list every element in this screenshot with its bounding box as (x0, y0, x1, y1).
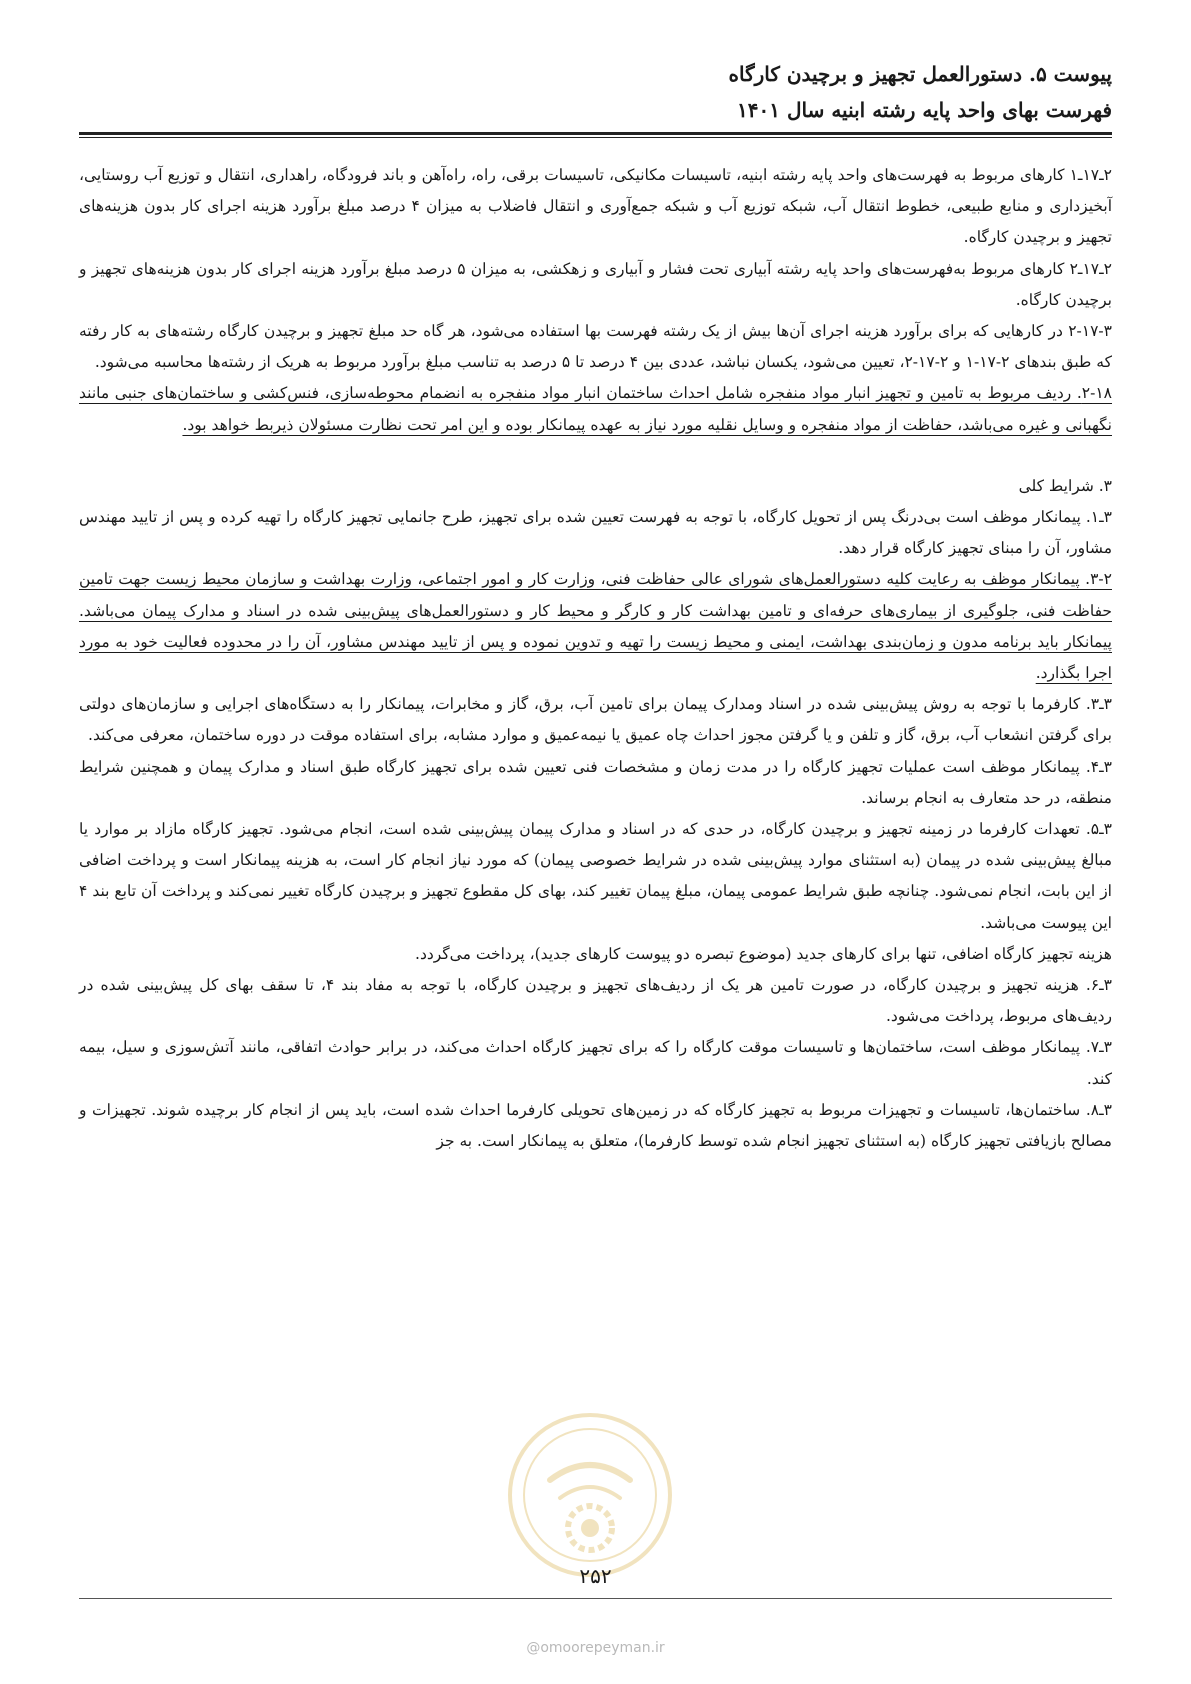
paragraph-2-17-3: ۲-۱۷-۳ در کارهایی که برای برآورد هزینه اجرای آن‌ها بیش از یک رشته فهرست بها استفاده می‌شود، هر گاه حد مبلغ تجهیز و برچیدن کارگاه رشته‌های به کار رفته که طبق بندهای ۲-۱۷-۱ و ۲-۱۷-۲، تعیین می‌شود، یکسان نباشد، عددی بین ۴ درصد تا ۵ درصد به تناسب مبلغ برآورد مربوط به هریک از رشته‌ها محاسبه می‌شود. (79, 322, 1112, 372)
paragraph-3-6: ۳ـ۶. هزینه تجهیز و برچیدن کارگاه، در صورت تامین هر یک از ردیف‌های تجهیز و برچیدن کارگاه، با توجه به مفاد بند ۴، تا سقف بهای کل پیش‌بینی شده در ردیف‌های مربوط، پرداخت می‌شود. (79, 976, 1112, 1026)
paragraph-3-4: ۳ـ۴. پیمانکار موظف است عملیات تجهیز کارگاه را در مدت زمان و مشخصات فنی تعیین شده برای تجهیز کارگاه طبق اسناد و مدارک پیمان و همچنین شرایط منطقه، در حد متعارف به انجام برساند. (79, 757, 1112, 807)
paragraph-3-2: ۳-۲. پیمانکار موظف به رعایت کلیه دستورالعمل‌های شورای عالی حفاظت فنی، وزارت کار و امور اجتماعی، وزارت بهداشت و سازمان محیط زیست جهت تامین حفاظت فنی، جلوگیری از بیماری‌های حرفه‌ای و تامین بهداشت کار و کارگر و محیط کار و دستورالعمل‌های پیش‌بینی شده در اسناد و مدارک پیمان می‌باشد. پیمانکار باید برنامه مدون و زمان‌بندی بهداشت، ایمنی و محیط زیست را تهیه و تدوین نموده و پس از تایید مهندس مشاور، آن را در محدوده فعالیت خود به مورد اجرا بگذارد. (79, 570, 1112, 683)
footer-rule (79, 1598, 1112, 1599)
header-rule-thin (79, 137, 1112, 138)
paragraph-3-3: ۳ـ۳. کارفرما با توجه به روش پیش‌بینی شده در اسناد ومدارک پیمان برای تامین آب، برق، گاز و مخابرات، پیمانکار را به دستگاه‌های اجرایی و سازمان‌های دولتی برای گرفتن انشعاب آب، برق، گاز و تلفن و یا گرفتن مجوز احداث چاه عمیق یا نیمه‌عمیق و موارد مشابه، برای استفاده موقت در دوره ساختمان، معرفی می‌کند. (79, 695, 1112, 745)
paragraph-2-18: ۲-۱۸. ردیف مربوط به تامین و تجهیز انبار مواد منفجره شامل احداث ساختمان انبار مواد منفجره به انضمام محوطه‌سازی، فنس‌کشی و ساختمان‌های جنبی مانند نگهبانی و غیره می‌باشد، حفاظت از مواد منفجره و وسایل نقلیه مورد نیاز به عهده پیمانکار بوده و این امر تحت نظارت مسئولان ذیربط خواهد بود. (79, 384, 1112, 434)
page-number: ۲۵۲ (579, 1564, 612, 1588)
header-price-list-title: فهرست بهای واحد پایه رشته ابنیه سال ۱۴۰۱ (737, 98, 1112, 122)
paragraph-2-17-1: ۲ـ۱۷ـ۱ کارهای مربوط به فهرست‌های واحد پایه رشته ابنیه، تاسیسات مکانیکی، تاسیسات برقی، راه، راه‌آهن و باند فرودگاه، راهداری، انتقال و توزیع آب روستایی، آبخیزداری و منابع طبیعی، خطوط انتقال آب، شبکه توزیع آب و شبکه جمع‌آوری و انتقال فاضلاب به میزان ۴ درصد مبلغ برآورد هزینه اجرای کار بدون هزینه‌های تجهیز و برچیدن کارگاه. (79, 166, 1112, 247)
watermark-seal-icon (505, 1410, 675, 1580)
header-appendix-title: پیوست ۵. دستورالعمل تجهیز و برچیدن کارگاه (728, 62, 1112, 86)
watermark-url: @omoorepeyman.ir (526, 1640, 665, 1656)
paragraph-2-17-2: ۲ـ۱۷ـ۲ کارهای مربوط به‌فهرست‌های واحد پایه رشته آبیاری تحت فشار و آبیاری و زهکشی، به میزان ۵ درصد مبلغ برآورد هزینه اجرای کار بدون هزینه‌های تجهیز و برچیدن کارگاه. (79, 259, 1112, 309)
header-rule-thick (79, 132, 1112, 135)
paragraph-3-5-additional: هزینه تجهیز کارگاه اضافی، تنها برای کارهای جدید (موضوع تبصره دو پیوست کارهای جدید)، پرداخت می‌گردد. (415, 944, 1112, 963)
paragraph-3-5: ۳ـ۵. تعهدات کارفرما در زمینه تجهیز و برچیدن کارگاه، در حدی که در اسناد و مدارک پیمان پیش‌بینی شده است، انجام می‌شود. تجهیز کارگاه مازاد بر موارد یا مبالغ پیش‌بینی شده در پیمان (به استثنای موارد پیش‌بینی شده در شرایط خصوصی پیمان) که مورد نیاز انجام کار است، به هزینه پیمانکار است و پرداخت اضافی از این بابت، انجام نمی‌شود. چنانچه طبق شرایط عمومی پیمان، مبلغ پیمان تغییر کند، بهای کل مقطوع تجهیز و برچیدن کارگاه تغییر نمی‌کند و پرداخت آن تابع بند ۴ این پیوست می‌باشد. (79, 820, 1113, 932)
paragraph-3-7: ۳ـ۷. پیمانکار موظف است، ساختمان‌ها و تاسیسات موقت کارگاه را که برای تجهیز کارگاه احداث می‌کند، در برابر حوادث اتفاقی، مانند آتش‌سوزی و سیل، بیمه کند. (79, 1038, 1112, 1088)
section-3-heading: ۳. شرایط کلی (1018, 476, 1112, 495)
page-header (79, 56, 1112, 128)
section-gap (79, 441, 1112, 471)
paragraph-3-1: ۳ـ۱. پیمانکار موظف است بی‌درنگ پس از تحویل کارگاه، با توجه به فهرست تعیین شده برای تجهیز، طرح جانمایی تجهیز کارگاه را تهیه کرده و پس از تایید مهندس مشاور، آن را مبنای تجهیز کارگاه قرار دهد. (79, 508, 1112, 558)
paragraph-3-8: ۳ـ۸. ساختمان‌ها، تاسیسات و تجهیزات مربوط به تجهیز کارگاه که در زمین‌های تحویلی کارفرما احداث شده است، باید پس از انجام کار برچیده شوند. تجهیزات و مصالح بازیافتی تجهیز کارگاه (به استثنای تجهیز انجام شده توسط کارفرما)، متعلق به پیمانکار است. به جز (79, 1100, 1112, 1151)
document-body (79, 160, 1112, 1157)
